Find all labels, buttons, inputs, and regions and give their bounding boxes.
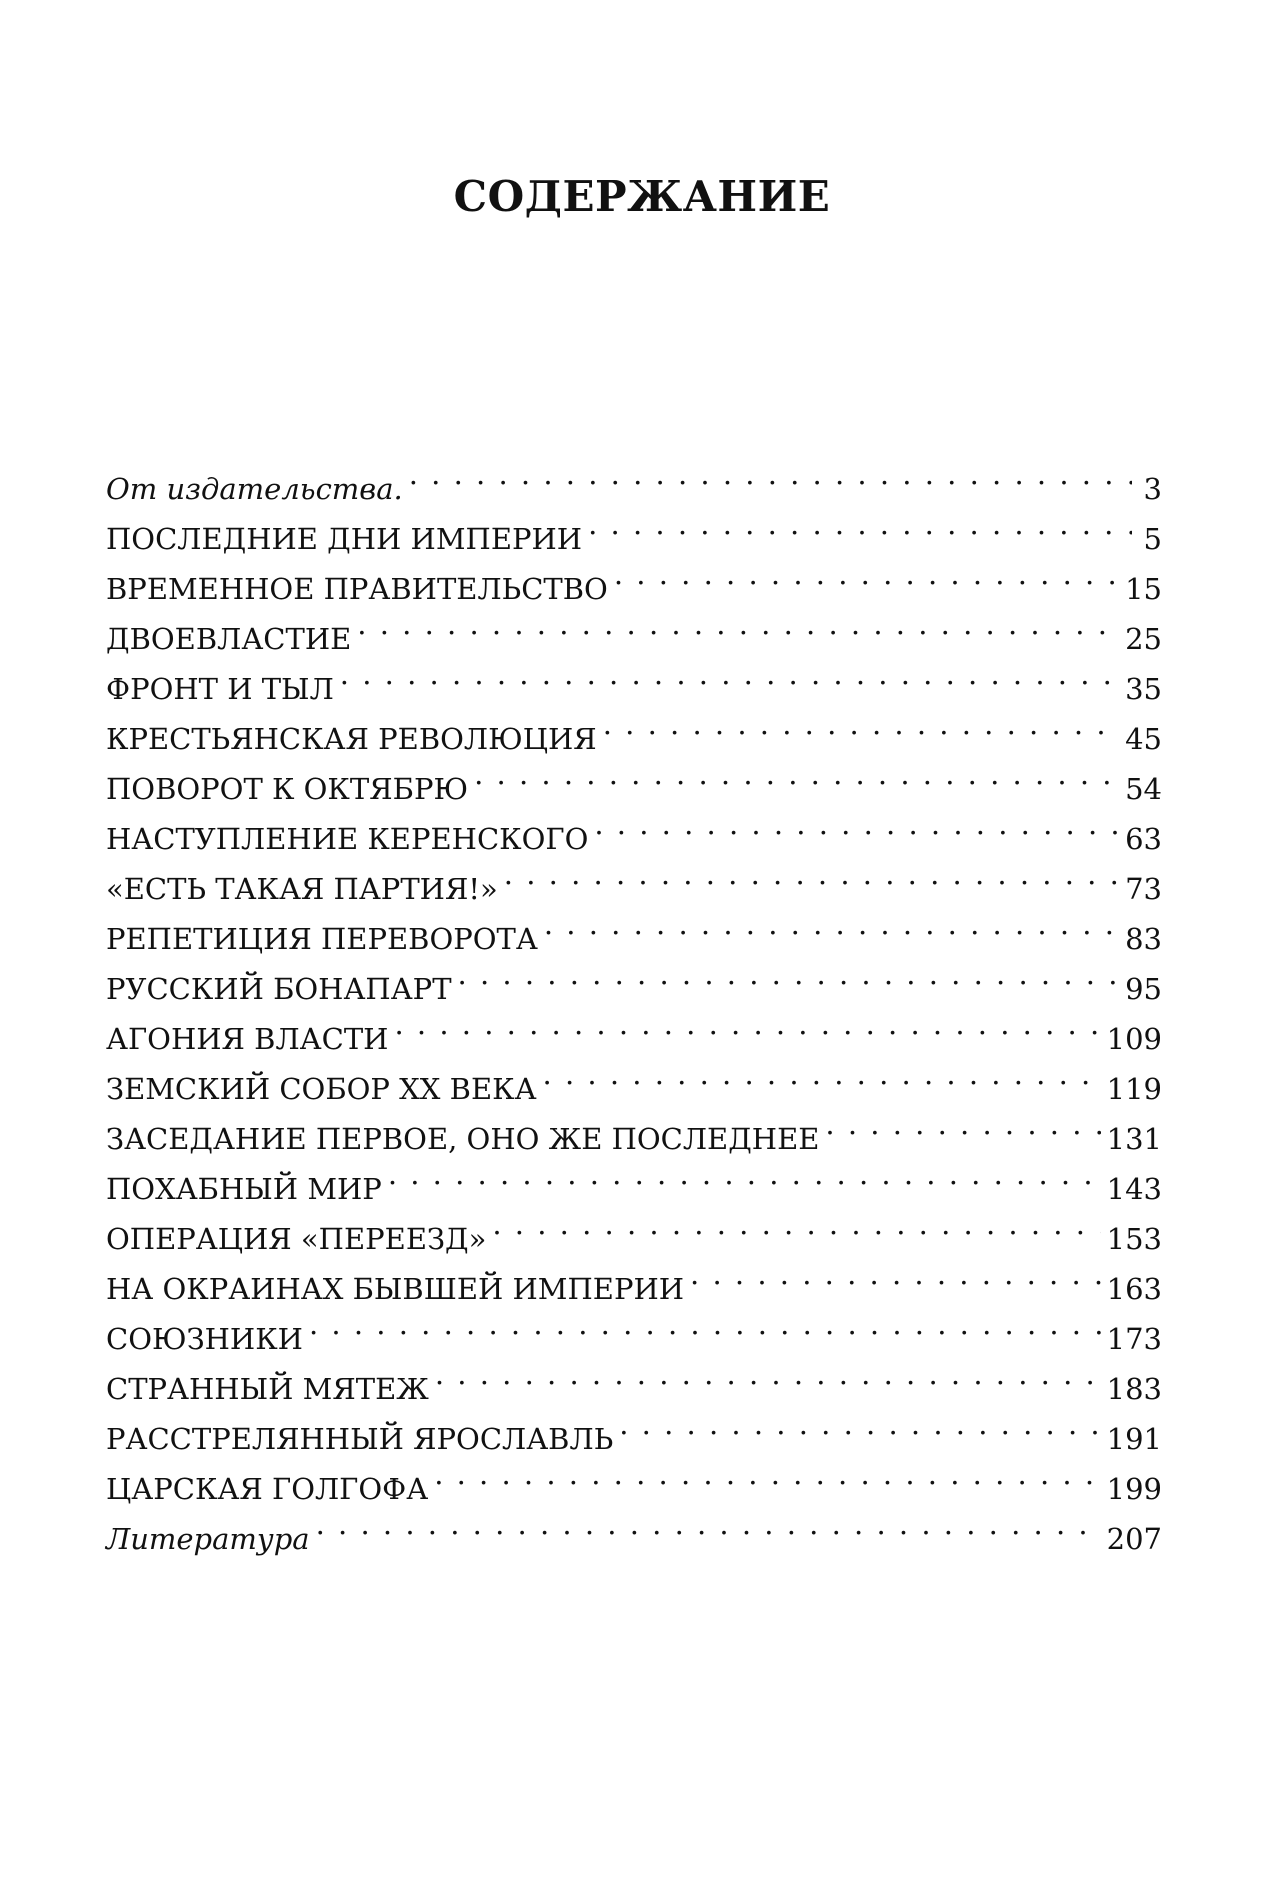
page-title: СОДЕРЖАНИЕ <box>453 172 831 222</box>
toc-entry-page-number: 15 <box>1125 572 1162 606</box>
toc-entry-title: РАССТРЕЛЯННЫЙ ЯРОСЛАВЛЬ <box>106 1422 614 1456</box>
dot-leader <box>603 699 1119 749</box>
toc-entry-page-number: 109 <box>1106 1022 1162 1056</box>
toc-entry-page-number: 183 <box>1106 1372 1162 1406</box>
toc-entry-page-number: 191 <box>1106 1422 1162 1456</box>
dot-leader <box>435 1349 1101 1399</box>
toc-entry-title: ЗЕМСКИЙ СОБОР XX ВЕКА <box>106 1072 537 1106</box>
toc-entry-title: КРЕСТЬЯНСКАЯ РЕВОЛЮЦИЯ <box>106 722 597 756</box>
toc-entry-title: Литература <box>106 1522 310 1556</box>
toc-entry-page-number: 119 <box>1106 1072 1162 1106</box>
table-of-contents <box>106 449 1162 1556</box>
toc-entry-page-number: 153 <box>1106 1222 1162 1256</box>
dot-leader <box>316 1499 1101 1549</box>
toc-entry-page-number: 199 <box>1106 1472 1162 1506</box>
toc-entry-title: ПОВОРОТ К ОКТЯБРЮ <box>106 772 469 806</box>
toc-entry-title: РУССКИЙ БОНАПАРТ <box>106 972 452 1006</box>
toc-entry[interactable] <box>106 449 1162 506</box>
toc-entry-page-number: 3 <box>1143 472 1162 506</box>
toc-entry-title: ПОХАБНЫЙ МИР <box>106 1172 382 1206</box>
toc-entry-title: От издательства. <box>106 472 403 506</box>
dot-leader <box>544 899 1119 949</box>
toc-entry-page-number: 63 <box>1125 822 1162 856</box>
toc-entry-page-number: 35 <box>1125 672 1162 706</box>
toc-entry-page-number: 25 <box>1125 622 1162 656</box>
toc-entry-page-number: 143 <box>1106 1172 1162 1206</box>
toc-entry-title: НАСТУПЛЕНИЕ КЕРЕНСКОГО <box>106 822 589 856</box>
dot-leader <box>594 799 1119 849</box>
dot-leader <box>492 1199 1100 1249</box>
toc-entry-title: СТРАННЫЙ МЯТЕЖ <box>106 1372 429 1406</box>
toc-entry-title: СОЮЗНИКИ <box>106 1322 303 1356</box>
toc-entry-title: ЗАСЕДАНИЕ ПЕРВОЕ, ОНО ЖЕ ПОСЛЕДНЕЕ <box>106 1122 820 1156</box>
dot-leader <box>357 599 1119 649</box>
dot-leader <box>825 1099 1100 1149</box>
toc-entry-page-number: 83 <box>1125 922 1162 956</box>
dot-leader <box>588 499 1132 549</box>
toc-entry-page-number: 163 <box>1106 1272 1162 1306</box>
toc-entry-title: РЕПЕТИЦИЯ ПЕРЕВОРОТА <box>106 922 538 956</box>
dot-leader <box>409 449 1132 499</box>
toc-entry-title: ДВОЕВЛАСТИЕ <box>106 622 352 656</box>
dot-leader <box>388 1149 1101 1199</box>
dot-leader <box>474 749 1119 799</box>
toc-entry-page-number: 131 <box>1106 1122 1162 1156</box>
toc-entry-title: ПОСЛЕДНИЕ ДНИ ИМПЕРИИ <box>106 522 583 556</box>
dot-leader <box>619 1399 1100 1449</box>
toc-entry-title: ВРЕМЕННОЕ ПРАВИТЕЛЬСТВО <box>106 572 608 606</box>
dot-leader <box>458 949 1120 999</box>
toc-entry-page-number: 95 <box>1125 972 1162 1006</box>
toc-entry-page-number: 54 <box>1125 772 1162 806</box>
dot-leader <box>543 1049 1101 1099</box>
dot-leader <box>614 549 1119 599</box>
dot-leader <box>434 1449 1100 1499</box>
toc-entry-title: АГОНИЯ ВЛАСТИ <box>106 1022 389 1056</box>
toc-entry-page-number: 173 <box>1106 1322 1162 1356</box>
toc-entry-title: ЦАРСКАЯ ГОЛГОФА <box>106 1472 429 1506</box>
toc-entry-page-number: 207 <box>1106 1522 1162 1556</box>
toc-entry-title: ОПЕРАЦИЯ «ПЕРЕЕЗД» <box>106 1222 487 1256</box>
toc-entry-title: НА ОКРАИНАХ БЫВШЕЙ ИМПЕРИИ <box>106 1272 685 1306</box>
dot-leader <box>394 999 1100 1049</box>
toc-entry-page-number: 45 <box>1125 722 1162 756</box>
toc-entry-title: ФРОНТ И ТЫЛ <box>106 672 334 706</box>
toc-entry-page-number: 5 <box>1143 522 1162 556</box>
toc-entry-title: «ЕСТЬ ТАКАЯ ПАРТИЯ!» <box>106 872 498 906</box>
toc-entry-page-number: 73 <box>1125 872 1162 906</box>
dot-leader <box>309 1299 1101 1349</box>
dot-leader <box>504 849 1119 899</box>
dot-leader <box>340 649 1119 699</box>
dot-leader <box>690 1249 1101 1299</box>
